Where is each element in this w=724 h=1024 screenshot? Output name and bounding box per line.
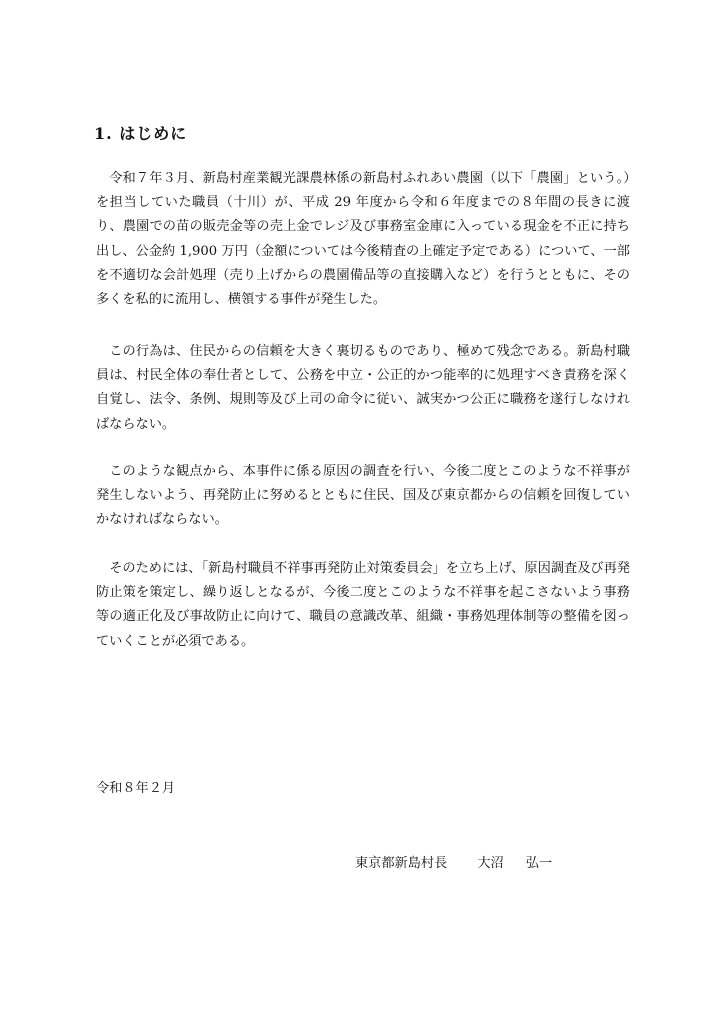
paragraph-investigation: このような観点から、本事件に係る原因の調査を行い、今後二度とこのような不祥事が発生しないよう、再発防止に努めるとともに住民、国及び東京都からの信頼を回復していかなければならない。: [96, 464, 630, 528]
signature-block: [355, 852, 552, 871]
paragraph-breach-of-trust: この行為は、住民からの信頼を大きく裏切るものであり、極めて残念である。新島村職員は、村民全体の奉仕者として、公務を中立・公正的かつ能率的に処理すべき責務を深く自覚し、法令、条例、規則等及び上司の命令に従い、誠実かつ公正に職務を遂行しなければならない。: [96, 344, 630, 432]
signature-given-name: 弘一: [525, 856, 553, 871]
signature-title: 東京都新島村長: [355, 856, 448, 871]
paragraph-incident-summary: 令和７年３月、新島村産業観光課農林係の新島村ふれあい農園（以下「農園」という。）を担当していた職員（十川）が、平成 29 年度から令和６年度までの８年間の長きに渡り、農園での苗の販売金等の売上金でレジ及び事務室金庫に入っている現金を不正に持ち出し、公金約 1,900 万円（金額については今後精査の上確定予定である）について、一部を不適切な会計処理（売り上げからの農園備品等の直接購入など）を行うとともに、その多くを私的に流用し、横領する事件が発生した。: [96, 171, 630, 308]
section-heading: 1. はじめに: [94, 124, 188, 143]
paragraph-committee: そのためには、「新島村職員不祥事再発防止対策委員会」を立ち上げ、原因調査及び再発防止策を策定し、繰り返しとなるが、今後二度とこのような不祥事を起こさないよう事務等の適正化及び事故防止に向けて、職員の意識改革、組織・事務処理体制等の整備を図っていくことが必須である。: [96, 561, 630, 649]
document-date: 令和８年２月: [96, 781, 176, 796]
signature-surname: 大沼: [477, 856, 504, 871]
